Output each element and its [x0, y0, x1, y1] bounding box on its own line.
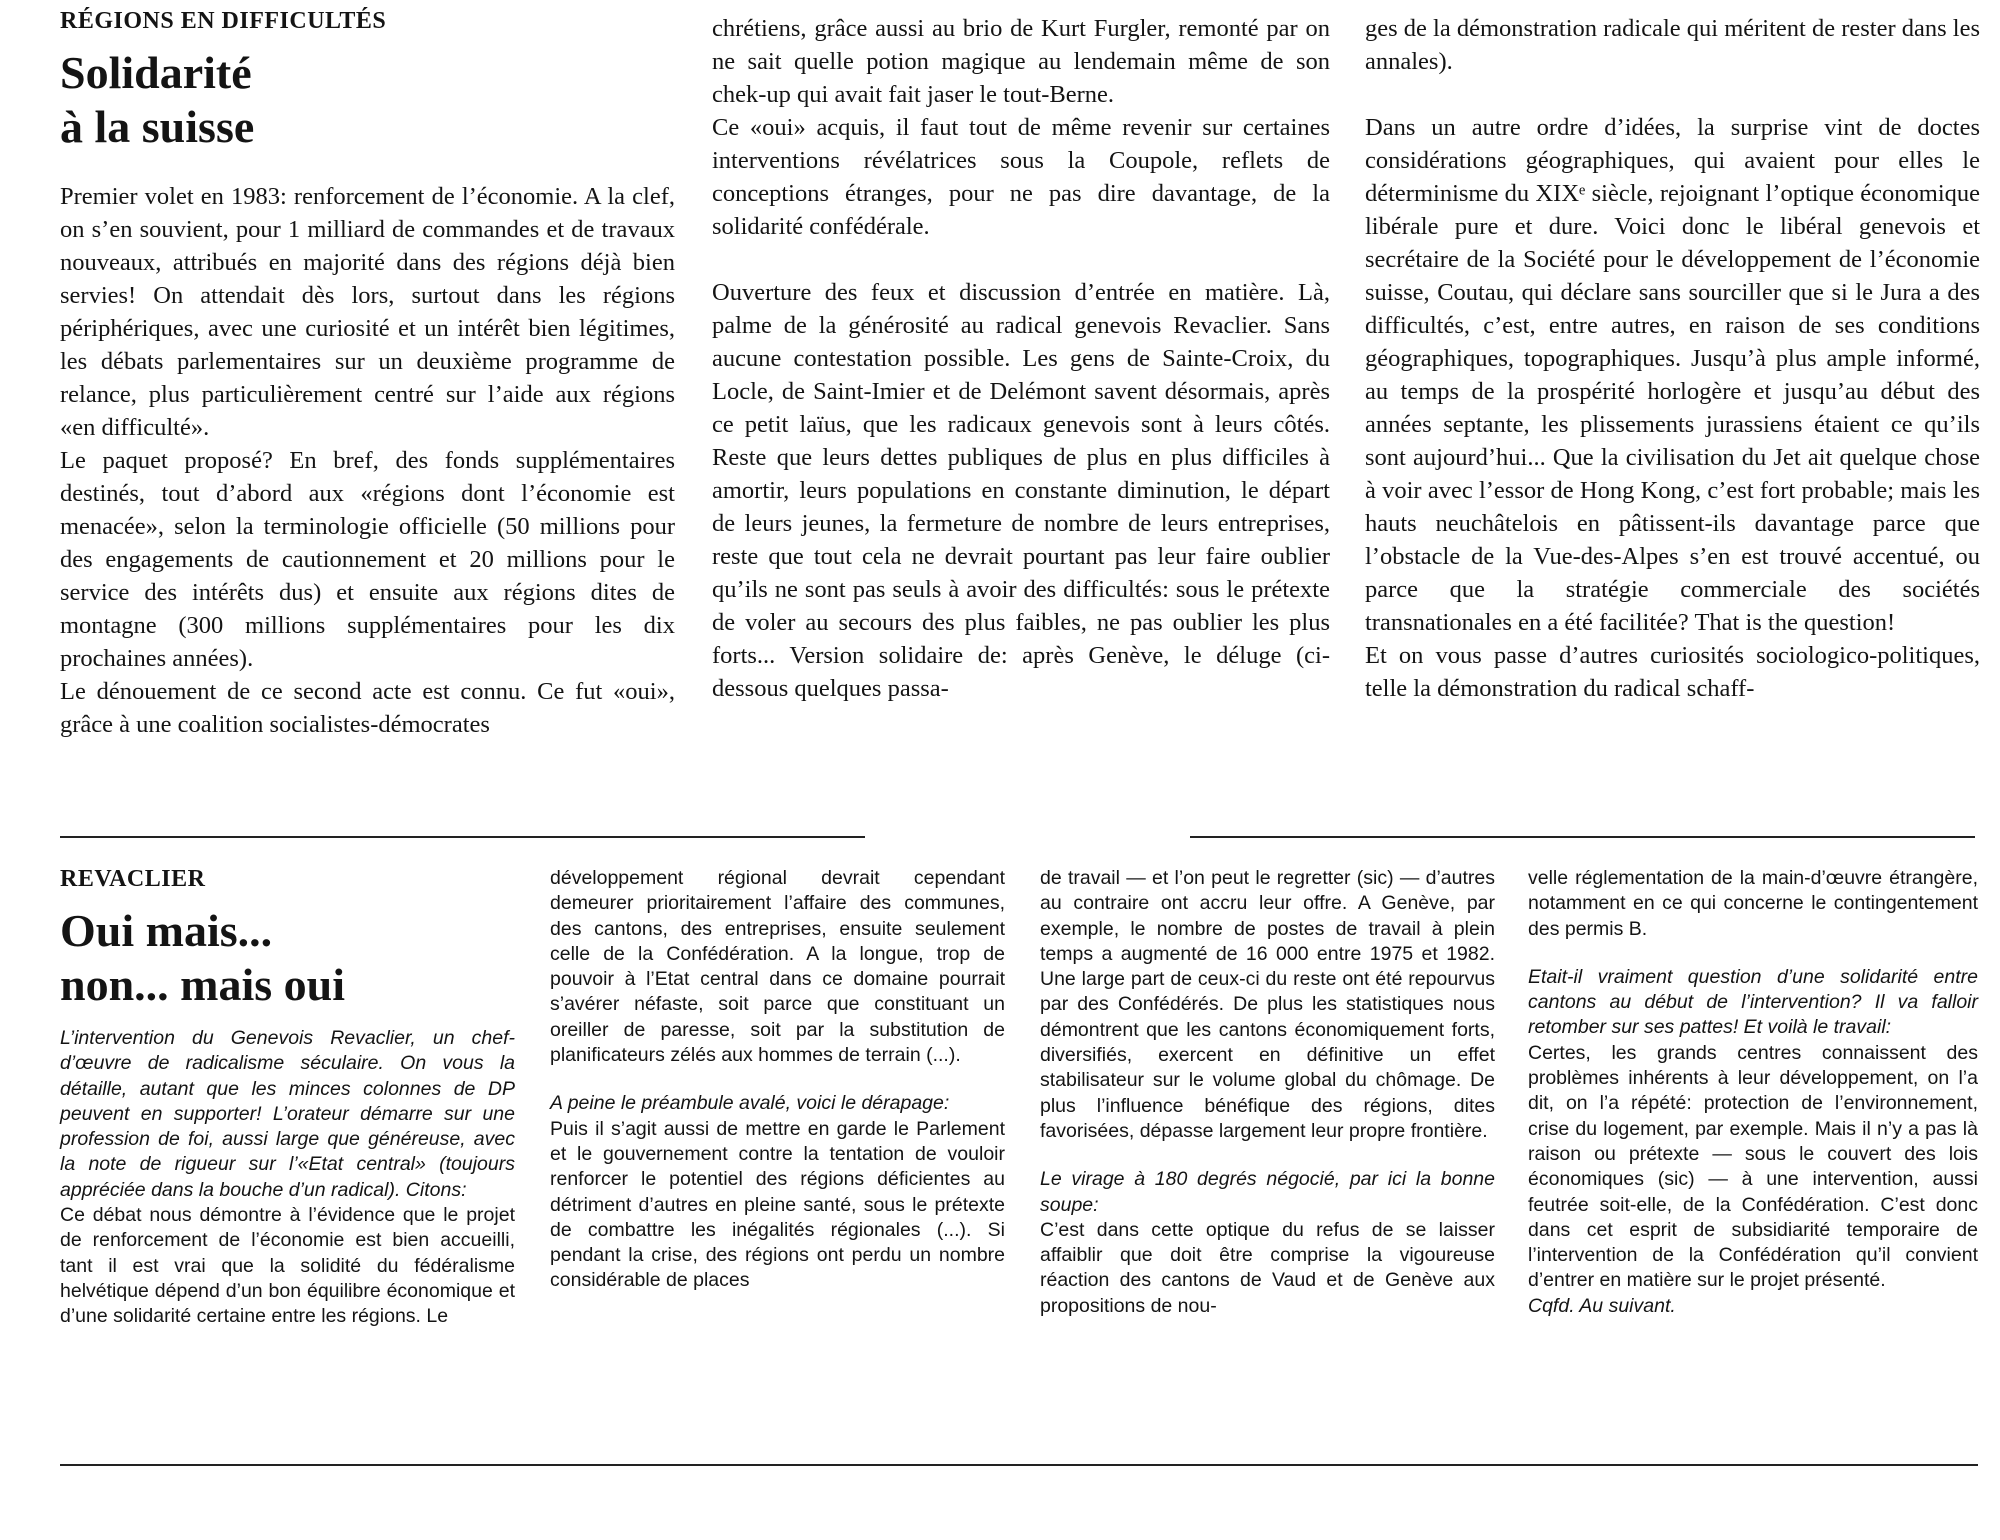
paragraph: Premier volet en 1983: renforcement de l’économie. A la clef, on s’en souvient, pour 1 milliard de commandes et de travaux nouveaux, attribués en majorité dans des régions déjà bien servies! On attendait dès lors, surtout dans les régions périphériques, avec une curiosité et un intérêt bien légitimes, les débats parlementaires sur un deuxième programme de relance, plus particulièrement centré sur l’aide aux régions «en difficulté».: [60, 183, 675, 441]
paragraph: ges de la démonstration radicale qui méritent de rester dans les annales).: [1365, 15, 1981, 75]
paragraph: Le paquet proposé? En bref, des fonds supplémentaires destinés, tout d’abord aux «régions dont l’économie est menacée», selon la terminologie officielle (50 millions pour des engagements de cautionnement et 20 millions pour le service des intérêts dus) et ensuite aux régions dites de montagne (300 millions supplémentaires pour les dix prochaines années).: [60, 447, 675, 672]
quoted-paragraph: développement régional devrait cependant demeurer prioritairement l’affaire des communes, des cantons, des entreprises, ensuite seulement celle de la Confédération. A la longue, trop de pouvoir à l’Etat central dans ce domaine pourrait s’avérer néfaste, soit parce que constituant un oreiller de paresse, soit par la substitution de planificateurs zélés aux hommes de terrain (...).: [550, 867, 1005, 1067]
quoted-paragraph: velle réglementation de la main-d’œuvre étrangère, notamment en ce qui concerne le contingentement des permis B.: [1528, 867, 1978, 940]
editorial-intro: L’intervention du Genevois Revaclier, un chef-d’œuvre de radicalisme séculaire. On vous la détaille, autant que les minces colonnes de DP peuvent en supporter! L’orateur démarre sur une profession de foi, aussi large que généreuse, avec la note de rigueur sur l’«Etat central» (toujours appréciée dans la bouche d’un radical). Citons:: [60, 1027, 515, 1201]
editorial-intro: Le virage à 180 degrés négocié, par ici la bonne soupe:: [1040, 1168, 1495, 1216]
quoted-paragraph: C’est dans cette optique du refus de se laisser affaiblir que doit être comprise la vigoureuse réaction des cantons de Vaud et de Genève aux propositions de nou-: [1040, 1218, 1495, 1317]
paragraph: Ce «oui» acquis, il faut tout de même revenir sur certaines interventions révélatrices sous la Coupole, reflets de conceptions étranges, pour ne pas dire davantage, de la solidarité confédérale.: [712, 114, 1330, 240]
article2-column-1: [60, 1026, 515, 1330]
headline-line-1: Oui mais...: [60, 905, 273, 956]
article2-column-4: [1528, 866, 1978, 1319]
divider-rule-right: [1190, 836, 1975, 838]
article-headline: [60, 904, 530, 1012]
headline-line-2: non... mais oui: [60, 959, 346, 1010]
article1-column-3: [1365, 12, 1980, 705]
quoted-paragraph: Puis il s’agit aussi de mettre en garde le Parlement et le gouvernement contre la tentation de vouloir renforcer le potentiel des régions déficientes au détriment d’autres en pleine santé, sous le prétexte de combattre les inégalités régionales (...). Si pendant la crise, des régions ont perdu un nombre considérable de places: [550, 1117, 1005, 1292]
section-kicker: RÉGIONS EN DIFFICULTÉS: [60, 8, 387, 34]
editorial-outro: Cqfd. Au suivant.: [1528, 1294, 1676, 1317]
paragraph: Et on vous passe d’autres curiosités sociologico-politiques, telle la démonstration du radical schaff-: [1365, 642, 1980, 702]
quoted-paragraph: de travail — et l’on peut le regretter (sic) — d’autres au contraire ont accru leur offre. A Genève, par exemple, le nombre de postes de travail à plein temps a augmenté de 16 000 entre 1975 et 1982. Une large part de ceux-ci du reste ont été repourvus par des Confédérés. De plus les statistiques nous démontrent que les cantons économiquement forts, diversifiés, exercent en définitive un effet stabilisateur sur le volume global du chômage. De plus l’influence bénéfique des régions, dites favorisées, dépasse largement leur propre frontière.: [1040, 867, 1495, 1142]
article1-column-1: [60, 180, 675, 741]
quoted-paragraph: Ce débat nous démontre à l’évidence que le projet de renforcement de l’économie est bien accueilli, tant il est vrai que la solidité du fédéralisme helvétique dépend d’un bon équilibre économique et d’une solidarité certaine entre les régions. Le: [60, 1204, 515, 1328]
divider-rule-left: [60, 836, 865, 838]
editorial-intro: A peine le préambule avalé, voici le dérapage:: [550, 1092, 950, 1115]
paragraph: Le dénouement de ce second acte est connu. Ce fut «oui», grâce à une coalition socialistes-démocrates: [60, 678, 675, 738]
quoted-paragraph: Certes, les grands centres connaissent des problèmes inhérents à leur développement, on l’a dit, on l’a répété: protection de l’environnement, crise du logement, par exemple. Mais il n’y a pas là raison ou prétexte — sous le couvert des lois économiques (sic) — à une intervention, aussi feutrée soit-elle, de la Confédération. C’est donc dans cet esprit de subsidiarité temporaire de l’intervention de la Confédération qu’il convient d’entrer en matière sur le projet présenté.: [1528, 1041, 1978, 1292]
editorial-intro: Etait-il vraiment question d’une solidarité entre cantons au début de l’intervention? Il va falloir retomber sur ses pattes! Et voilà le travail:: [1528, 965, 1978, 1039]
paragraph: chrétiens, grâce aussi au brio de Kurt Furgler, remonté par on ne sait quelle potion magique au lendemain même de son chek-up qui avait fait jaser le tout-Berne.: [712, 15, 1330, 108]
article-headline: [60, 46, 660, 154]
section-kicker: REVACLIER: [60, 866, 206, 892]
article2-column-3: [1040, 866, 1495, 1319]
bottom-divider-rule: [60, 1464, 1978, 1466]
article2-column-2: [550, 866, 1005, 1294]
article1-column-2: [712, 12, 1330, 705]
headline-line-1: Solidarité: [60, 47, 252, 98]
headline-line-2: à la suisse: [60, 101, 255, 152]
paragraph: Ouverture des feux et discussion d’entrée en matière. Là, palme de la générosité au radical genevois Revaclier. Sans aucune contestation possible. Les gens de Sainte-Croix, du Locle, de Saint-Imier et de Delémont savent désormais, après ce petit laïus, que les radicaux genevois sont à leurs côtés. Reste que leurs dettes publiques de plus en plus difficiles à amortir, leurs populations en constante diminution, le départ de leurs jeunes, la fermeture de nombre de leurs entreprises, reste que tout cela ne devrait pourtant pas leur faire oublier qu’ils ne sont pas seuls à avoir des difficultés: sous le prétexte de voler au secours des plus faibles, ne pas oublier les plus forts... Version solidaire de: après Genève, le déluge (ci-dessous quelques passa-: [712, 279, 1330, 702]
paragraph: Dans un autre ordre d’idées, la surprise vint de doctes considérations géographiques, qui avaient pour elles le déterminisme du XIXᵉ siècle, rejoignant l’optique économique libérale pure et dure. Voici donc le libéral genevois et secrétaire de la Société pour le développement de l’économie suisse, Coutau, qui déclare sans sourciller que si le Jura a des difficultés, c’est, entre autres, en raison de ses conditions géographiques, topographiques. Jusqu’à plus ample informé, au temps de la prospérité horlogère et jusqu’au début des années septante, les plissements jurassiens étaient ce qu’ils sont aujourd’hui... Que la civilisation du Jet ait quelque chose à voir avec l’essor de Hong Kong, c’est fort probable; mais les hauts neuchâtelois en pâtissent-ils davantage parce que l’obstacle de la Vue-des-Alpes s’en est trouvé accentué, ou parce que la stratégie commerciale des sociétés transnationales en a été facilitée? That is the question!: [1365, 114, 1980, 636]
